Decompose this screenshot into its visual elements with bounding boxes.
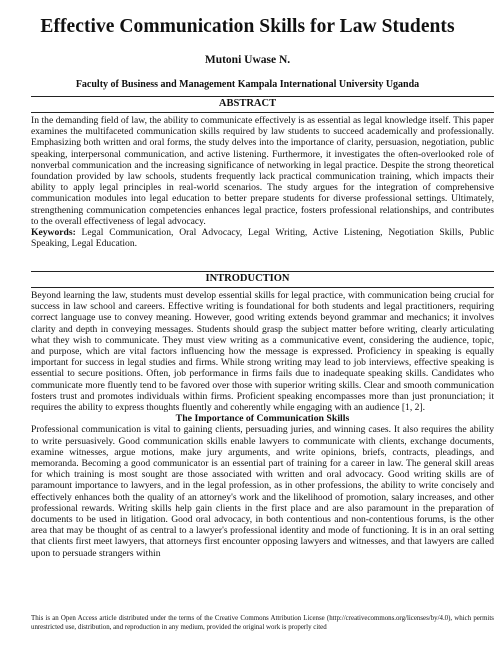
license-footnote: This is an Open Access article distributed under the terms of the Creative Commons Attribution License (http://creativecommons.org/licenses/by/4.0), which permits unrestricted use, distribution, and reproduction in any medium, provided the original work is properly cited bbox=[31, 615, 494, 631]
abstract-top-rule bbox=[31, 96, 494, 97]
keywords-text: Legal Communication, Oral Advocacy, Legal Writing, Active Listening, Negotiation Skills, Public Speaking, Legal Education. bbox=[31, 227, 494, 250]
introduction-heading: INTRODUCTION bbox=[205, 273, 290, 284]
abstract-bottom-rule bbox=[31, 112, 494, 113]
importance-text: Professional communication is vital to gaining clients, persuading juries, and winning cases. It also requires the ability to write persuasively. Good communication skills enable lawyers to communicate with clients, exchange documents, examine witnesses, argue motions, make jury arguments, and write opinions, briefs, contracts, pleadings, and memoranda. Becoming a good communicator is an essential part of training for a career in law. The general skill areas for which training is most sought are those associated with written and oral advocacy. Good writing skills are of paramount importance to lawyers, and in the legal profession, as in other professions, the ability to write concisely and effectively enhances both the quality of an attorney's work and the likelihood of promotion, salary increases, and other professional rewards. Writing skills help gain clients in the first place and are also paramount in the preparation of documents to be used in litigation. Good oral advocacy, in both contentious and non-contentious forums, is the other area that may be thought of as central to a lawyer's professional identity and mode of functioning. It is in an oral setting that clients first meet lawyers, that attorneys first encounter opposing lawyers and witnesses, and that lawyers are called upon to persuade strangers within bbox=[31, 424, 494, 559]
intro-top-rule bbox=[31, 271, 494, 272]
abstract-heading: ABSTRACT bbox=[218, 98, 277, 109]
introduction-body bbox=[31, 290, 494, 559]
abstract-body bbox=[31, 115, 494, 249]
keywords-label: Keywords: bbox=[31, 227, 76, 239]
author-name: Mutoni Uwase N. bbox=[204, 54, 291, 66]
introduction-text: Beyond learning the law, students must develop essential skills for legal practice, with communication being crucial for success in law school and careers. Effective writing is foundational for both students and legal practitioners, requiring correct language use to convey meaning. However, good writing extends beyond grammar and mechanics; it involves clarity and depth in conveying messages. Students should grasp the subject matter before writing, clearly articulating what they wish to communicate. They must view writing as a communicative event, considering the audience, topic, and purpose, which are vital factors influencing how the message is expressed. Proficiency in speaking is equally important for success in legal studies and firms. While strong writing may lead to job interviews, effective speaking is essential to secure positions. Often, job performance in firms fails due to inadequate speaking skills. Candidates who communicate more fluently tend to be favored over those with superior writing skills. Clear and smooth communication fosters trust and promotes individuals within firms. Proficient speaking encompasses more than just pronunciation; it requires the ability to express thoughts fluently and coherently while engaging with an audience [1, 2]. bbox=[31, 290, 494, 414]
importance-heading: The Importance of Communication Skills bbox=[175, 413, 350, 425]
paper-title: Effective Communication Skills for Law Students bbox=[40, 16, 455, 37]
abstract-text: In the demanding field of law, the ability to communicate effectively is as essential as legal knowledge itself. This paper examines the multifaceted communication skills required by law students to succeed academically and professionally. Emphasizing both written and oral forms, the study delves into the importance of clarity, persuasion, negotiation, public speaking, interpersonal communication, and active listening. Furthermore, it investigates the often-overlooked role of nonverbal communication and the increasing significance of networking in legal practice. Despite the strong theoretical foundation provided by law schools, students frequently lack practical communication training, which impacts their ability to apply legal principles in real-world scenarios. The study argues for the integration of comprehensive communication modules into legal education to better prepare students for diverse professional settings. Ultimately, strengthening communication competencies enhances legal practice, fosters professional relationships, and contributes to the overall effectiveness of legal advocacy. bbox=[31, 115, 494, 227]
author-affiliation: Faculty of Business and Management Kampala International University Uganda bbox=[75, 79, 420, 90]
intro-bottom-rule bbox=[31, 287, 494, 288]
